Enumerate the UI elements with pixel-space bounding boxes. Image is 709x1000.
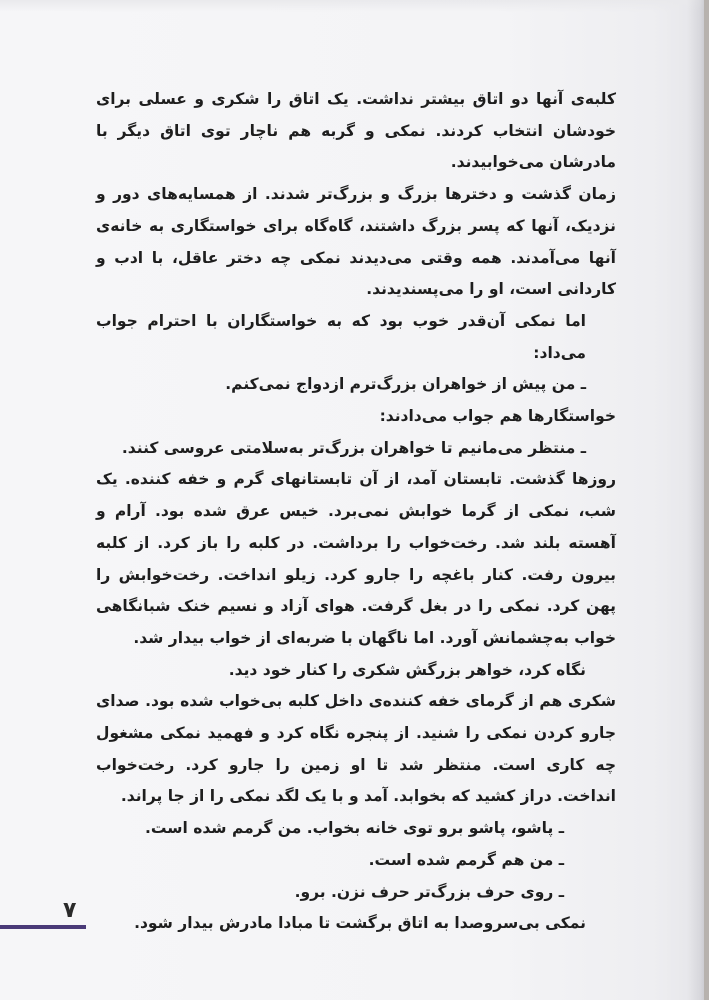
paragraph: شکری هم از گرمای خفه کننده‌ی داخل کلبه بی‌خواب شده بود. صدای جارو کردن نمکی را شنید. از پنجره نگاه کرد و فهمید نمکی مشغول چه کاری است. منتظر شد تا او زمین را جارو کرد. رخت‌خواب انداخت. دراز کشید که بخوابد. آمد و با یک لگد نمکی را از جا پراند. (96, 692, 616, 806)
page-top-shadow (0, 0, 709, 12)
dialogue-line: ـ من هم گرمم شده است. (368, 850, 564, 869)
page-number-rule (0, 925, 86, 929)
dialogue-line: ـ منتظر می‌مانیم تا خواهران بزرگ‌تر به‌سلامتی عروسی کنند. (121, 438, 586, 457)
story-text (96, 84, 616, 940)
page-number: ۷ (63, 898, 77, 923)
paragraph: اما نمکی آن‌قدر خوب بود که به خواستگاران با احترام جواب می‌داد: (96, 311, 586, 362)
dialogue-line: ـ من پیش از خواهران بزرگ‌ترم ازدواج نمی‌کنم. (225, 375, 586, 394)
paragraph: نمکی بی‌سروصدا به اتاق برگشت تا مبادا مادرش بیدار شود. (134, 914, 586, 933)
paragraph: کلبه‌ی آنها دو اتاق بیشتر نداشت. یک اتاق را شکری و عسلی برای خودشان انتخاب کردند. نمکی و گربه هم ناچار توی اتاق دیگر با مادرشان می‌خوابیدند. (96, 90, 616, 172)
page-edge-strip (704, 0, 709, 1000)
paragraph: خواستگارها هم جواب می‌دادند: (379, 407, 616, 426)
paragraph: نگاه کرد، خواهر بزرگش شکری را کنار خود دید. (228, 660, 586, 679)
paragraph: زمان گذشت و دخترها بزرگ و بزرگ‌تر شدند. از همسایه‌های دور و نزدیک، آنها که پسر بزرگ داشتند، گاه‌گاه برای خواستگاری به خانه‌ی آنها می‌آمدند. همه وقتی می‌دیدند نمکی چه دختر عاقل، با ادب و کاردانی است، او را می‌پسندیدند. (96, 185, 616, 299)
dialogue-line: ـ روی حرف بزرگ‌تر حرف نزن. برو. (294, 882, 564, 901)
paragraph: روزها گذشت. تابستان آمد، از آن تابستانهای گرم و خفه کننده. یک شب، نمکی از گرما خوابش نمی‌برد. خیس عرق شده بود. آرام و آهسته بلند شد. رخت‌خواب را برداشت. در کلبه را باز کرد. از کلبه بیرون رفت. کنار باغچه را جارو کرد. زیلو انداخت. رخت‌خوابش را پهن کرد. نمکی را در بغل گرفت. هوای آزاد و نسیم خنک شبانگاهی خواب به‌چشمانش آورد. اما ناگهان با ضربه‌ای از خواب بیدار شد. (96, 470, 616, 647)
dialogue-line: ـ پاشو، پاشو برو توی خانه بخواب. من گرمم شده است. (144, 819, 564, 838)
